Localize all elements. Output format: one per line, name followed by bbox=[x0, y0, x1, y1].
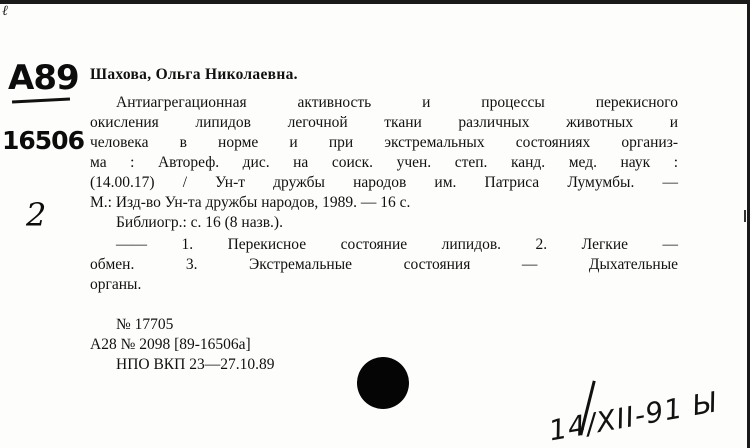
author-heading: Шахова, Ольга Николаевна. bbox=[90, 66, 298, 83]
handwritten-call-class: A89 bbox=[8, 58, 79, 98]
title-line: (14.00.17) / Ун-т дружбы народов им. Патриса Лумумбы. — bbox=[90, 174, 678, 191]
call-class-underline bbox=[12, 97, 70, 103]
subject-line: органы. bbox=[90, 276, 142, 293]
edge-tick-mark bbox=[744, 210, 746, 222]
title-line: человека в норме и при экстремальных состояниях организ- bbox=[90, 134, 678, 151]
handwritten-date: 14/XII-91 Ы bbox=[546, 385, 719, 448]
bibliography-note: Библиогр.: с. 16 (8 назв.). bbox=[116, 214, 283, 231]
subject-line: обмен. 3. Экстремальные состояния — Дыхательные bbox=[90, 256, 678, 273]
title-line: Антиагрегационная активность и процессы перекисного bbox=[116, 94, 678, 111]
subject-line: —— 1. Перекисное состояние липидов. 2. Легкие — bbox=[116, 236, 678, 253]
publisher-line: НПО ВКП 23—27.10.89 bbox=[116, 356, 275, 373]
title-line: ма : Автореф. дис. на соиск. учен. степ. канд. мед. наук : bbox=[90, 154, 678, 171]
record-number: № 17705 bbox=[116, 316, 174, 333]
title-line: окисления липидов легочной ткани различных животных и bbox=[90, 114, 678, 131]
index-line: А28 № 2098 [89-16506а] bbox=[90, 336, 251, 353]
handwritten-call-number: 16506 bbox=[2, 126, 84, 155]
corner-mark: ℓ bbox=[2, 4, 8, 19]
card-top-edge bbox=[0, 0, 750, 4]
handwritten-copy-mark: 2 bbox=[26, 196, 47, 234]
imprint-line: М.: Изд-во Ун-та дружбы народов, 1989. — 16 с. bbox=[90, 194, 411, 211]
punch-hole bbox=[357, 357, 409, 409]
